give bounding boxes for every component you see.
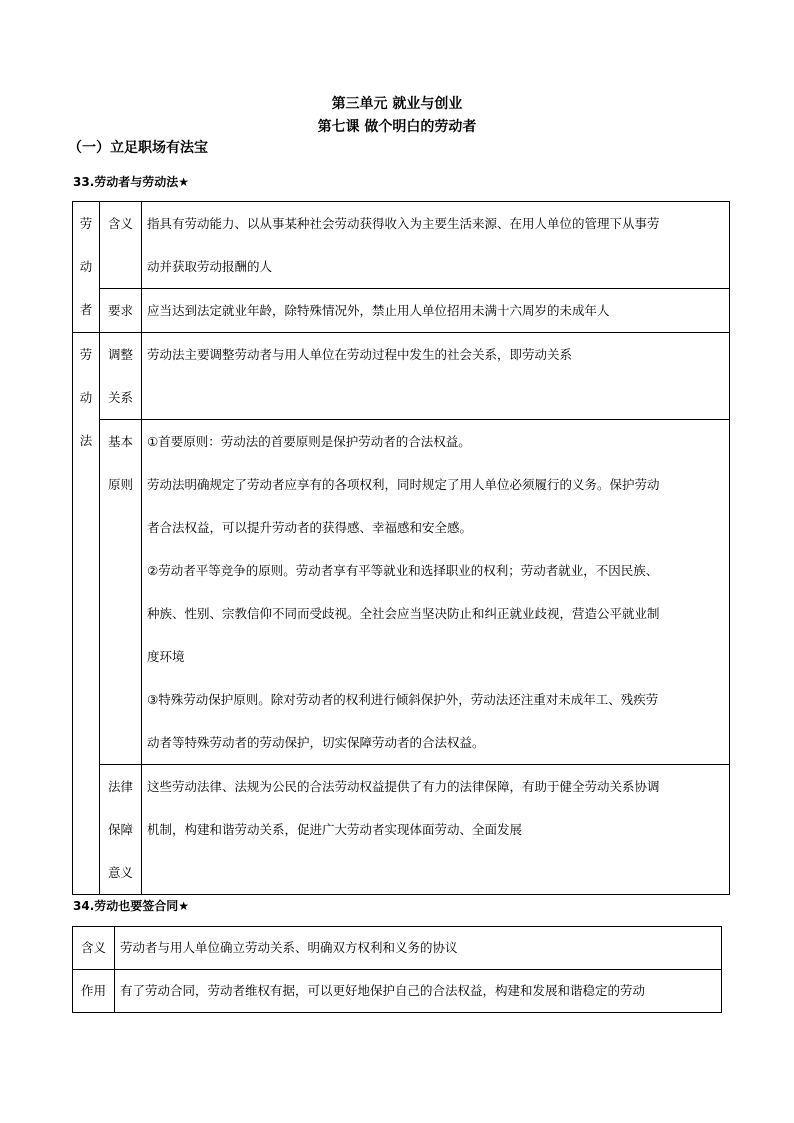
meaning-line: 动并获取劳动报酬的人 bbox=[147, 259, 273, 274]
requirement-label-cell bbox=[100, 289, 142, 333]
lesson-title: 第七课 做个明白的劳动者 bbox=[317, 119, 477, 135]
contract-function-text: 有了劳动合同，劳动者维权有据，可以更好地保护自己的合法权益，构建和发展和谐稳定的劳动 bbox=[120, 983, 646, 998]
meaning-label: 含义 bbox=[107, 216, 133, 231]
principle-line: 劳动法明确规定了劳动者应享有的各项权利，同时规定了用人单位必须履行的义务。保护劳动 bbox=[147, 477, 660, 492]
adjust-label: 调整 bbox=[107, 347, 133, 362]
principle-line: 动者等特殊劳动者的劳动保护，切实保障劳动者的合法权益。 bbox=[147, 735, 485, 750]
significance-line: 这些劳动法律、法规为公民的合法劳动权益提供了有力的法律保障，有助于健全劳动关系协调 bbox=[147, 779, 660, 794]
principle-line: ③特殊劳动保护原则。除对劳动者的权利进行倾斜保护外，劳动法还注重对未成年工、残疾劳 bbox=[147, 692, 659, 707]
contract-meaning-label-cell bbox=[73, 927, 115, 970]
principle-line: ①首要原则：劳动法的首要原则是保护劳动者的合法权益。 bbox=[147, 434, 471, 449]
principle-label: 基本 bbox=[107, 434, 133, 449]
requirement-text: 应当达到法定就业年龄，除特殊情况外，禁止用人单位招用未满十六周岁的未成年人 bbox=[147, 303, 610, 318]
worker-char: 动 bbox=[79, 259, 93, 274]
contract-meaning-label: 含义 bbox=[80, 940, 106, 955]
contract-table bbox=[72, 926, 722, 1013]
significance-text-cell bbox=[142, 765, 730, 895]
law-label-cell bbox=[73, 333, 100, 895]
requirement-label: 要求 bbox=[107, 303, 133, 318]
significance-label-cell bbox=[100, 765, 142, 895]
law-char: 动 bbox=[79, 390, 93, 405]
meaning-line: 指具有劳动能力、以从事某种社会劳动获得收入为主要生活来源、在用人单位的管理下从事劳 bbox=[147, 216, 660, 231]
significance-label: 意义 bbox=[107, 865, 133, 880]
worker-char: 者 bbox=[79, 302, 93, 317]
principle-label: 原则 bbox=[107, 477, 133, 492]
principle-line: 种族、性别、宗教信仰不同而受歧视。全社会应当坚决防止和纠正就业歧视，营造公平就业制 bbox=[147, 606, 660, 621]
law-char: 法 bbox=[79, 433, 93, 448]
contract-function-label: 作用 bbox=[80, 983, 106, 998]
significance-label: 保障 bbox=[107, 822, 133, 837]
adjust-label-cell bbox=[100, 333, 142, 420]
principle-text-cell bbox=[142, 420, 730, 765]
principle-line: 度环境 bbox=[147, 649, 185, 664]
principle-line: ②劳动者平等竞争的原则。劳动者享有平等就业和选择职业的权利；劳动者就业，不因民族、 bbox=[147, 563, 659, 578]
adjust-text-cell bbox=[142, 333, 730, 420]
law-char: 劳 bbox=[79, 347, 93, 362]
worker-char: 劳 bbox=[79, 216, 93, 231]
contract-function-label-cell bbox=[73, 970, 115, 1013]
worker-label-cell bbox=[73, 202, 100, 333]
meaning-text-cell bbox=[142, 202, 730, 289]
part-heading: （一）立足职场有法宝 bbox=[68, 140, 208, 156]
principle-label-cell bbox=[100, 420, 142, 765]
contract-meaning-text-cell bbox=[115, 927, 722, 970]
section-33-title: 33.劳动者与劳动法★ bbox=[73, 175, 190, 189]
section-34-title: 34.劳动也要签合同★ bbox=[73, 899, 190, 913]
contract-function-text-cell bbox=[115, 970, 722, 1013]
adjust-text: 劳动法主要调整劳动者与用人单位在劳动过程中发生的社会关系，即劳动关系 bbox=[147, 347, 573, 362]
unit-title: 第三单元 就业与创业 bbox=[331, 96, 463, 112]
labor-law-table bbox=[72, 201, 730, 895]
requirement-text-cell bbox=[142, 289, 730, 333]
meaning-label-cell bbox=[100, 202, 142, 289]
principle-line: 者合法权益，可以提升劳动者的获得感、幸福感和安全感。 bbox=[147, 520, 473, 535]
adjust-label: 关系 bbox=[107, 390, 133, 405]
significance-label: 法律 bbox=[107, 779, 133, 794]
significance-line: 机制，构建和谐劳动关系，促进广大劳动者实现体面劳动、全面发展 bbox=[147, 822, 523, 837]
contract-meaning-text: 劳动者与用人单位确立劳动关系、明确双方权利和义务的协议 bbox=[120, 940, 458, 955]
